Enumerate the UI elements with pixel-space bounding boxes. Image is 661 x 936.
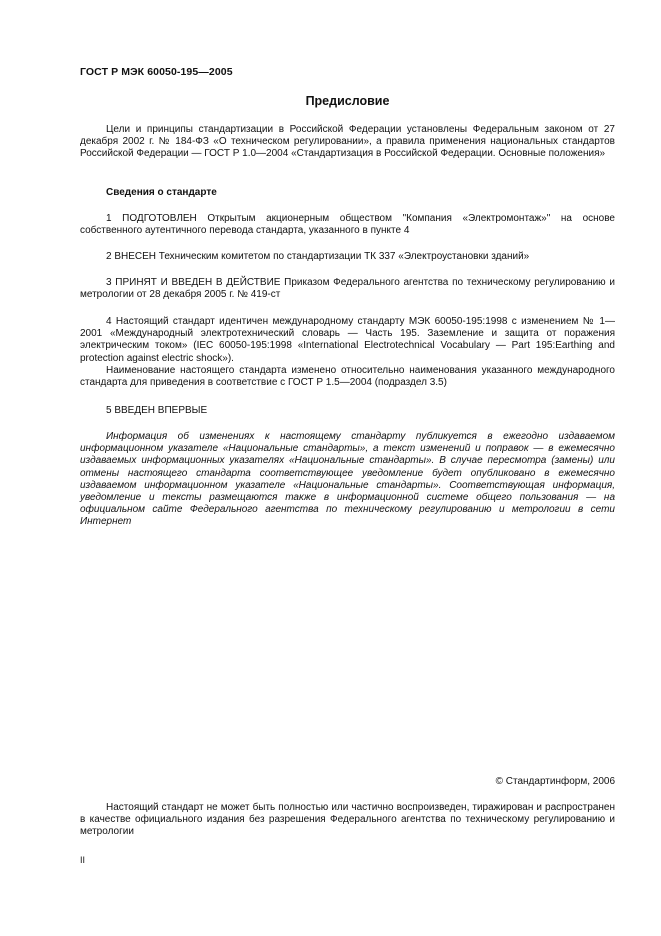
item-4-note: Наименование настоящего стандарта изменено относительно наименования указанного международного стандарта для приведения в соответствие с ГОСТ Р 1.5—2004 (подраздел 3.5) — [80, 364, 615, 389]
changes-info-block — [80, 431, 615, 529]
item-2: 2 ВНЕСЕН Техническим комитетом по стандартизации ТК 337 «Электроустановки зданий» — [106, 251, 530, 262]
preface-intro: Цели и принципы стандартизации в Российской Федерации установлены Федеральным законом от 27 декабря 2002 г. № 184-ФЗ «О техническом регулировании», а правила применения национальных стандартов Российской Федерации — ГОСТ Р 1.0—2004 «Стандартизация в Российской Федерации. Основные положения» — [80, 124, 615, 160]
preface-intro-block — [80, 124, 615, 161]
item-5-block — [80, 405, 615, 417]
item-1-block — [80, 213, 615, 237]
item-3-block — [80, 277, 615, 301]
item-4-block — [80, 316, 615, 389]
reproduction-notice: Настоящий стандарт не может быть полностью или частично воспроизведен, тиражирован и распространен в качестве официального издания без разрешения Федерального агентства по техническому регулированию и метрологии — [80, 802, 615, 838]
item-2-block — [80, 251, 615, 263]
item-3: 3 ПРИНЯТ И ВВЕДЕН В ДЕЙСТВИЕ Приказом Федерального агентства по техническому регулированию и метрологии от 28 декабря 2005 г. № 419-ст — [80, 277, 615, 301]
document-header: ГОСТ Р МЭК 60050-195—2005 — [80, 66, 233, 78]
item-1: 1 ПОДГОТОВЛЕН Открытым акционерным обществом "Компания «Электромонтаж»" на основе собственного аутентичного перевода стандарта, указанного в пункте 4 — [80, 213, 615, 237]
item-4: 4 Настоящий стандарт идентичен международному стандарту МЭК 60050-195:1998 с изменением № 1—2001 «Международный электротехнический словарь — Часть 195. Заземление и защита от поражения электрическим током» (IEC 60050-195:1998 «International Electrotechnical Vocabulary — Part 195:Earthing and protection against electric shock»). — [80, 316, 615, 364]
page-number: II — [80, 855, 86, 865]
item-5: 5 ВВЕДЕН ВПЕРВЫЕ — [106, 405, 208, 416]
changes-info: Информация об изменениях к настоящему стандарту публикуется в ежегодно издаваемом информационном указателе «Национальные стандарты», а текст изменений и поправок — в ежемесячно издаваемых информационных указателях «Национальные стандарты». В случае пересмотра (замены) или отмены настоящего стандарта соответствующее уведомление будет опубликовано в ежемесячно издаваемом информационном указателе «Национальные стандарты». Соответствующая информация, уведомление и тексты размещаются также в информационной системе общего пользования — на официальном сайте Федерального агентства по техническому регулированию и метрологии в сети Интернет — [80, 431, 615, 528]
reproduction-notice-block — [80, 802, 615, 839]
preface-title: Предисловие — [305, 94, 390, 108]
copyright: © Стандартинформ, 2006 — [495, 776, 615, 787]
info-heading: Сведения о стандарте — [106, 187, 217, 198]
